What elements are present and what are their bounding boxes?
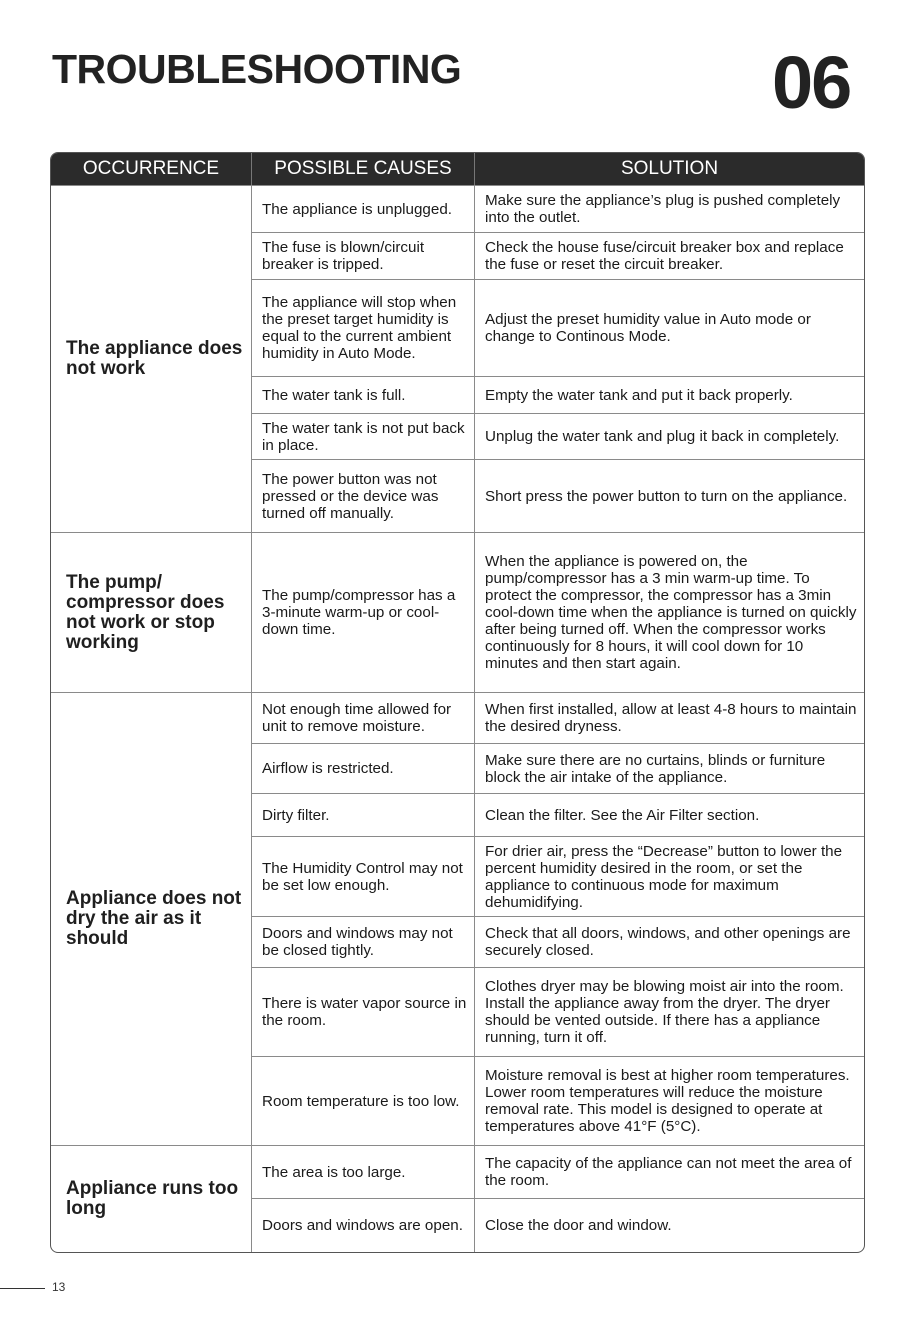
cause-cell: The appliance is unplugged. <box>252 185 475 232</box>
solution-cell: The capacity of the appliance can not meet the area of the room. <box>475 1145 864 1198</box>
chapter-number: 06 <box>772 41 851 124</box>
cause-cell: Dirty filter. <box>252 793 475 836</box>
solution-cell: Check the house fuse/circuit breaker box and replace the fuse or reset the circuit breaker. <box>475 232 864 279</box>
occurrence-cell: Appliance runs too long <box>51 1145 252 1252</box>
cause-cell: The area is too large. <box>252 1145 475 1198</box>
occurrence-cell: The pump/ compressor does not work or stop working <box>51 532 252 692</box>
occurrence-cell: Appliance does not dry the air as it should <box>51 692 252 1145</box>
table-row <box>51 1145 864 1198</box>
solution-cell: Make sure there are no curtains, blinds or furniture block the air intake of the appliance. <box>475 743 864 793</box>
solution-cell: When first installed, allow at least 4-8 hours to maintain the desired dryness. <box>475 692 864 743</box>
table-row <box>51 532 864 692</box>
cause-cell: Doors and windows may not be closed tightly. <box>252 916 475 967</box>
occurrence-cell: The appliance does not work <box>51 185 252 532</box>
cause-cell: Not enough time allowed for unit to remove moisture. <box>252 692 475 743</box>
cause-cell: Room temperature is too low. <box>252 1056 475 1145</box>
header-occurrence: OCCURRENCE <box>51 153 252 185</box>
solution-cell: Unplug the water tank and plug it back in completely. <box>475 413 864 459</box>
solution-cell: Moisture removal is best at higher room temperatures. Lower room temperatures will reduce the moisture removal rate. This model is designed to operate at temperatures above 41°F (5°C). <box>475 1056 864 1145</box>
solution-cell: Short press the power button to turn on the appliance. <box>475 459 864 532</box>
cause-cell: The pump/compressor has a 3-minute warm-up or cool-down time. <box>252 532 475 692</box>
solution-cell: Adjust the preset humidity value in Auto mode or change to Continous Mode. <box>475 279 864 376</box>
solution-cell: Make sure the appliance’s plug is pushed completely into the outlet. <box>475 185 864 232</box>
cause-cell: Airflow is restricted. <box>252 743 475 793</box>
solution-cell: Clean the filter. See the Air Filter section. <box>475 793 864 836</box>
cause-cell: The power button was not pressed or the device was turned off manually. <box>252 459 475 532</box>
cause-cell: The fuse is blown/circuit breaker is tripped. <box>252 232 475 279</box>
cause-cell: The water tank is not put back in place. <box>252 413 475 459</box>
footer-rule <box>0 1288 45 1289</box>
page-title: TROUBLESHOOTING <box>52 46 462 92</box>
solution-cell: Close the door and window. <box>475 1198 864 1252</box>
table-row <box>51 185 864 232</box>
solution-cell: When the appliance is powered on, the pump/compressor has a 3 min warm-up time. To protect the compressor, the compressor has a 3min cool-down time when the appliance is turned on quickly after being turned off. When the compressor works continuously for 8 hours, it will cool down for 10 minutes and then start again. <box>475 532 864 692</box>
cause-cell: Doors and windows are open. <box>252 1198 475 1252</box>
header-solution: SOLUTION <box>475 153 864 185</box>
cause-cell: The appliance will stop when the preset target humidity is equal to the current ambient humidity in Auto Mode. <box>252 279 475 376</box>
page-number: 13 <box>52 1280 66 1294</box>
solution-cell: For drier air, press the “Decrease” button to lower the percent humidity desired in the room, or set the appliance to continuous mode for maximum dehumidifying. <box>475 836 864 916</box>
table-header-row <box>51 153 864 185</box>
header-possible-causes: POSSIBLE CAUSES <box>252 153 475 185</box>
solution-cell: Empty the water tank and put it back properly. <box>475 376 864 413</box>
cause-cell: There is water vapor source in the room. <box>252 967 475 1056</box>
table-row <box>51 692 864 743</box>
solution-cell: Check that all doors, windows, and other openings are securely closed. <box>475 916 864 967</box>
cause-cell: The Humidity Control may not be set low enough. <box>252 836 475 916</box>
solution-cell: Clothes dryer may be blowing moist air into the room. Install the appliance away from the dryer. The dryer should be vented outside. If there has a appliance running, turn it off. <box>475 967 864 1056</box>
cause-cell: The water tank is full. <box>252 376 475 413</box>
troubleshooting-table <box>50 152 865 1253</box>
